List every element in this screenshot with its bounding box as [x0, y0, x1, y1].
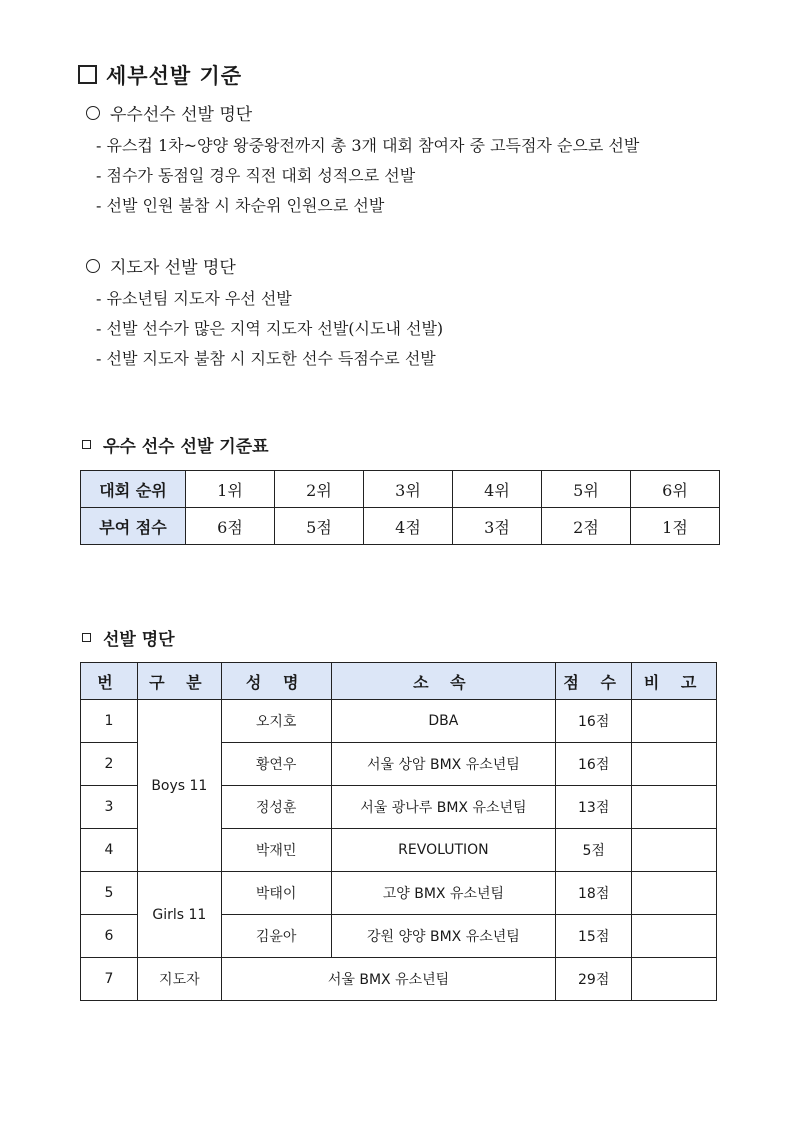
team-name: 서울 광나루 BMX 유소년팀: [331, 786, 556, 829]
row-number: 1: [81, 700, 138, 743]
header-name: 성 명: [221, 663, 331, 700]
score-cell: 29점: [556, 958, 632, 1001]
team-name: 서울 상암 BMX 유소년팀: [331, 743, 556, 786]
rank-cell: 1위: [186, 471, 275, 508]
team-name: DBA: [331, 700, 556, 743]
row-number: 4: [81, 829, 138, 872]
group-cell: Boys 11: [137, 700, 221, 872]
header-group: 구 분: [137, 663, 221, 700]
roster-table: [80, 662, 717, 1001]
note-cell: [632, 743, 717, 786]
circle-bullet-icon: [86, 259, 100, 273]
row-number: 7: [81, 958, 138, 1001]
points-cell: 3점: [453, 508, 542, 545]
note-cell: [632, 915, 717, 958]
note-cell: [632, 872, 717, 915]
team-name: 서울 BMX 유소년팀: [221, 958, 555, 1001]
player-name: 정성훈: [221, 786, 331, 829]
bullet-item: - 유소년팀 지도자 우선 선발: [96, 289, 292, 308]
points-cell: 2점: [542, 508, 631, 545]
table-row: [81, 872, 717, 915]
score-cell: 13점: [556, 786, 632, 829]
circle-bullet-icon: [86, 106, 100, 120]
player-name: 황연우: [221, 743, 331, 786]
roster-heading-text: 선발 명단: [103, 630, 175, 650]
team-name: REVOLUTION: [331, 829, 556, 872]
section-heading-text: 우수선수 선발 명단: [110, 105, 253, 125]
rank-row: [81, 471, 720, 508]
player-name: 박태이: [221, 872, 331, 915]
bullet-item: - 점수가 동점일 경우 직전 대회 성적으로 선발: [96, 166, 416, 185]
group-cell: 지도자: [137, 958, 221, 1001]
points-cell: 1점: [631, 508, 720, 545]
team-name: 고양 BMX 유소년팀: [331, 872, 556, 915]
points-row: [81, 508, 720, 545]
rank-cell: 2위: [275, 471, 364, 508]
note-cell: [632, 829, 717, 872]
row-number: 3: [81, 786, 138, 829]
rank-label: 대회 순위: [81, 471, 186, 508]
score-cell: 5점: [556, 829, 632, 872]
score-cell: 16점: [556, 700, 632, 743]
header-note: 비 고: [632, 663, 717, 700]
table-row: [81, 958, 717, 1001]
section-heading: [86, 253, 236, 278]
row-number: 6: [81, 915, 138, 958]
rank-cell: 4위: [453, 471, 542, 508]
bullet-item: - 선발 인원 불참 시 차순위 인원으로 선발: [96, 196, 385, 215]
roster-header-row: [81, 663, 717, 700]
group-cell: Girls 11: [137, 872, 221, 958]
section-heading: [86, 100, 252, 125]
player-name: 오지호: [221, 700, 331, 743]
note-cell: [632, 958, 717, 1001]
rank-cell: 6위: [631, 471, 720, 508]
header-team: 소 속: [331, 663, 556, 700]
roster-heading: [82, 625, 175, 650]
bullet-item: - 유스컵 1차~양양 왕중왕전까지 총 3개 대회 참여자 중 고득점자 순으로 선발: [96, 136, 640, 155]
page-title-text: 세부선발 기준: [106, 63, 243, 88]
criteria-heading: [82, 432, 269, 457]
rank-cell: 3위: [364, 471, 453, 508]
table-row: [81, 700, 717, 743]
points-label: 부여 점수: [81, 508, 186, 545]
bullet-item: - 선발 선수가 많은 지역 지도자 선발(시도내 선발): [96, 319, 444, 338]
points-cell: 4점: [364, 508, 453, 545]
small-square-bullet-icon: [82, 440, 91, 449]
player-name: 박재민: [221, 829, 331, 872]
section-heading-text: 지도자 선발 명단: [110, 258, 236, 278]
team-name: 강원 양양 BMX 유소년팀: [331, 915, 556, 958]
page-title: [78, 60, 242, 90]
bullet-item: - 선발 지도자 불참 시 지도한 선수 득점수로 선발: [96, 349, 436, 368]
player-name: 김윤아: [221, 915, 331, 958]
header-score: 점 수: [556, 663, 632, 700]
header-no: 번: [81, 663, 138, 700]
score-cell: 15점: [556, 915, 632, 958]
row-number: 5: [81, 872, 138, 915]
score-cell: 16점: [556, 743, 632, 786]
score-cell: 18점: [556, 872, 632, 915]
criteria-table: [80, 470, 720, 545]
row-number: 2: [81, 743, 138, 786]
small-square-bullet-icon: [82, 633, 91, 642]
rank-cell: 5위: [542, 471, 631, 508]
points-cell: 5점: [275, 508, 364, 545]
criteria-heading-text: 우수 선수 선발 기준표: [103, 437, 269, 457]
note-cell: [632, 700, 717, 743]
points-cell: 6점: [186, 508, 275, 545]
checkbox-square-icon: [78, 65, 97, 84]
note-cell: [632, 786, 717, 829]
